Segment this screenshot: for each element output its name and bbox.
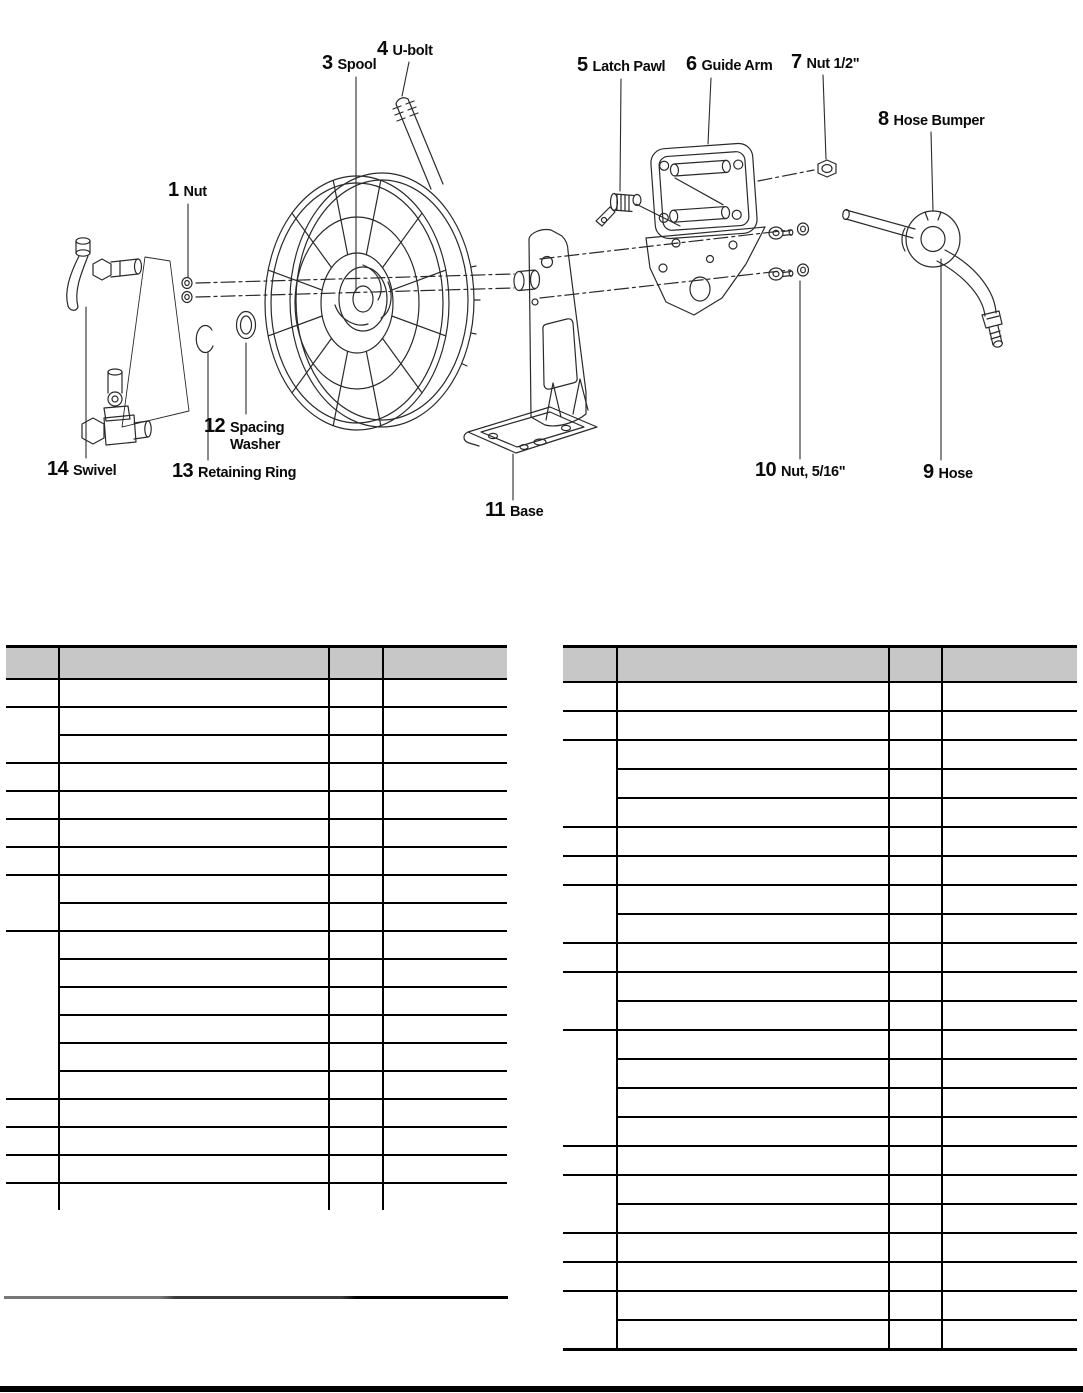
table-header-cell [616,648,888,681]
part-number: 10 [755,459,777,481]
table-cell [888,1058,941,1087]
table-cell [58,1098,328,1126]
table-cell [616,1203,888,1232]
table-cell [616,1087,888,1116]
table-cell [382,846,507,874]
table-cell [382,790,507,818]
table-cell [888,1319,941,1348]
table-cell [616,971,888,1000]
table-cell [941,1174,1077,1203]
table-cell [888,1261,941,1290]
table-cell [328,790,382,818]
table-cell [888,739,941,768]
latch-pawl-drawing [596,194,641,227]
table-cell [58,734,328,762]
table-cell [382,1042,507,1070]
table-cell [58,790,328,818]
part-name: Nut, 5/16" [781,464,846,480]
part-number: 14 [47,458,69,480]
table-cell [58,818,328,846]
table-cell [382,734,507,762]
table-cell [616,710,888,739]
part-label-9 [923,462,973,483]
table-cell [6,790,58,818]
table-cell [888,1145,941,1174]
table-cell [941,855,1077,884]
table-cell [888,1029,941,1058]
table-cell [328,1126,382,1154]
table-cell [6,1154,58,1182]
table-cell [888,1000,941,1029]
part-name: Nut 1/2" [806,56,860,72]
table-cell [58,958,328,986]
table-cell [616,1058,888,1087]
table-cell [328,678,382,706]
table-cell [382,874,507,902]
table-cell [382,930,507,958]
table-cell [616,1290,888,1319]
table-cell [888,1087,941,1116]
table-cell [616,855,888,884]
table-cell [328,874,382,902]
table-cell [6,818,58,846]
table-cell [941,1290,1077,1319]
part-name: Retaining Ring [198,465,297,481]
table-cell [941,1203,1077,1232]
table-cell [616,797,888,826]
part-name: Hose Bumper [893,113,985,129]
table-cell [941,884,1077,913]
left-column-footer-rule [4,1296,508,1299]
table-cell [616,1319,888,1348]
table-cell [616,1232,888,1261]
table-cell [382,902,507,930]
table-cell [616,739,888,768]
table-cell [58,902,328,930]
table-cell [328,1042,382,1070]
table-cell [888,884,941,913]
part-label-1 [168,180,207,201]
table-cell [382,1070,507,1098]
table-header-cell [58,648,328,678]
table-cell [888,681,941,710]
table-cell [941,1232,1077,1261]
table-cell [563,971,616,1029]
part-label-4 [377,39,433,60]
table-cell [382,986,507,1014]
hose-drawing [937,250,1003,348]
hose-bumper-drawing [842,209,960,267]
table-cell [616,1174,888,1203]
table-cell [941,710,1077,739]
table-cell [6,1126,58,1154]
table-header-cell [563,648,616,681]
table-cell [328,734,382,762]
part-label-14 [47,459,116,480]
table-cell [382,1126,507,1154]
part-number: 11 [485,499,505,521]
table-cell [563,942,616,971]
axle-stub-drawing [514,270,540,291]
table-cell [58,1070,328,1098]
part-name: Base [509,504,544,520]
table-cell [941,913,1077,942]
table-cell [616,768,888,797]
table-cell [616,1116,888,1145]
table-cell [941,768,1077,797]
table-cell [616,1261,888,1290]
table-cell [941,1116,1077,1145]
table-cell [616,826,888,855]
table-cell [941,797,1077,826]
table-cell [382,762,507,790]
table-cell [328,930,382,958]
table-cell [58,1182,328,1210]
page-bottom-bar [0,1386,1083,1392]
part-name: Nut [183,184,207,200]
table-cell [941,1000,1077,1029]
guide-arm-drawing [646,143,765,315]
table-cell [6,678,58,706]
table-cell [888,768,941,797]
table-cell [941,971,1077,1000]
table-cell [888,855,941,884]
table-cell [888,1116,941,1145]
table-cell [58,1126,328,1154]
part-number: 1 [168,179,179,201]
part-number: 13 [172,460,194,482]
table-cell [941,1029,1077,1058]
part-number: 12 [204,415,226,437]
table-cell [328,706,382,734]
table-cell [6,930,58,1098]
table-cell [382,818,507,846]
table-header-cell [888,648,941,681]
table-cell [888,913,941,942]
table-cell [58,1014,328,1042]
part-name: Spacing Washer [230,420,285,454]
table-cell [58,706,328,734]
table-cell [563,710,616,739]
table-cell [563,1174,616,1232]
table-cell [616,942,888,971]
part-label-5 [577,55,665,76]
part-label-6 [686,54,772,75]
table-cell [888,1232,941,1261]
parts-table-right [563,645,1077,1351]
table-cell [58,678,328,706]
table-cell [563,739,616,826]
part-name: U-bolt [392,43,433,59]
part-name: Spool [337,57,377,73]
part-number: 5 [577,54,588,76]
table-cell [941,1145,1077,1174]
part-label-7 [791,52,859,73]
table-cell [616,681,888,710]
parts-table-left [6,645,507,1210]
table-cell [888,942,941,971]
table-cell [58,986,328,1014]
exploded-view-diagram [0,0,1083,560]
table-cell [6,1182,58,1210]
table-cell [328,1154,382,1182]
table-cell [58,762,328,790]
part-label-3 [322,53,376,74]
table-cell [616,913,888,942]
table-cell [6,846,58,874]
table-cell [563,1290,616,1348]
table-cell [941,826,1077,855]
table-cell [382,1182,507,1210]
table-cell [563,1232,616,1261]
part-number: 9 [923,461,934,483]
part-label-13 [172,461,296,482]
part-number: 7 [791,51,802,73]
spacing-washer-drawing [237,312,256,339]
table-cell [941,681,1077,710]
part-name: Latch Pawl [592,59,666,75]
part-number: 3 [322,52,333,74]
part-name: Hose [938,466,973,482]
table-cell [616,1029,888,1058]
nut-half-inch-drawing [818,160,836,177]
part-number: 6 [686,53,697,75]
table-cell [382,1098,507,1126]
table-cell [382,706,507,734]
table-cell [563,681,616,710]
table-cell [328,1014,382,1042]
part-label-8 [878,109,985,130]
table-cell [888,971,941,1000]
table-cell [382,1014,507,1042]
spool-drawing [265,173,480,430]
table-cell [328,958,382,986]
table-cell [382,958,507,986]
table-cell [888,797,941,826]
table-header-cell [941,648,1077,681]
table-cell [328,1070,382,1098]
table-cell [58,1154,328,1182]
table-cell [616,1145,888,1174]
table-cell [328,846,382,874]
table-cell [616,884,888,913]
table-cell [563,1145,616,1174]
part-number: 8 [878,108,889,130]
table-cell [382,678,507,706]
table-header-cell [6,648,58,678]
table-cell [328,1182,382,1210]
table-cell [328,986,382,1014]
base-bracket-drawing [464,230,597,453]
table-cell [58,1042,328,1070]
table-cell [58,874,328,902]
table-cell [563,884,616,942]
swivel-drawing [67,238,189,445]
table-cell [941,739,1077,768]
table-cell [563,855,616,884]
table-cell [563,826,616,855]
table-cell [328,762,382,790]
table-cell [6,762,58,790]
table-cell [328,902,382,930]
table-cell [328,818,382,846]
table-cell [382,1154,507,1182]
table-cell [6,874,58,930]
table-cell [941,1058,1077,1087]
assembly-axis-lines [196,170,814,298]
table-cell [888,1203,941,1232]
retaining-ring-drawing [196,326,213,353]
table-cell [6,1098,58,1126]
part-label-11 [485,500,543,521]
part-label-10 [755,460,845,481]
part-label-12 [204,416,290,455]
nut-drawing [182,278,192,303]
table-cell [58,930,328,958]
table-cell [941,942,1077,971]
table-cell [616,1000,888,1029]
table-cell [888,1290,941,1319]
table-header-cell [328,648,382,678]
part-name: Swivel [73,463,117,479]
part-number: 4 [377,38,388,60]
table-cell [563,1261,616,1290]
table-cell [941,1319,1077,1348]
table-cell [941,1261,1077,1290]
table-cell [888,710,941,739]
table-cell [941,1087,1077,1116]
table-header-cell [382,648,507,678]
table-cell [6,706,58,762]
table-cell [888,826,941,855]
table-cell [58,846,328,874]
table-cell [888,1174,941,1203]
part-name: Guide Arm [701,58,773,74]
table-cell [563,1029,616,1145]
table-cell [328,1098,382,1126]
